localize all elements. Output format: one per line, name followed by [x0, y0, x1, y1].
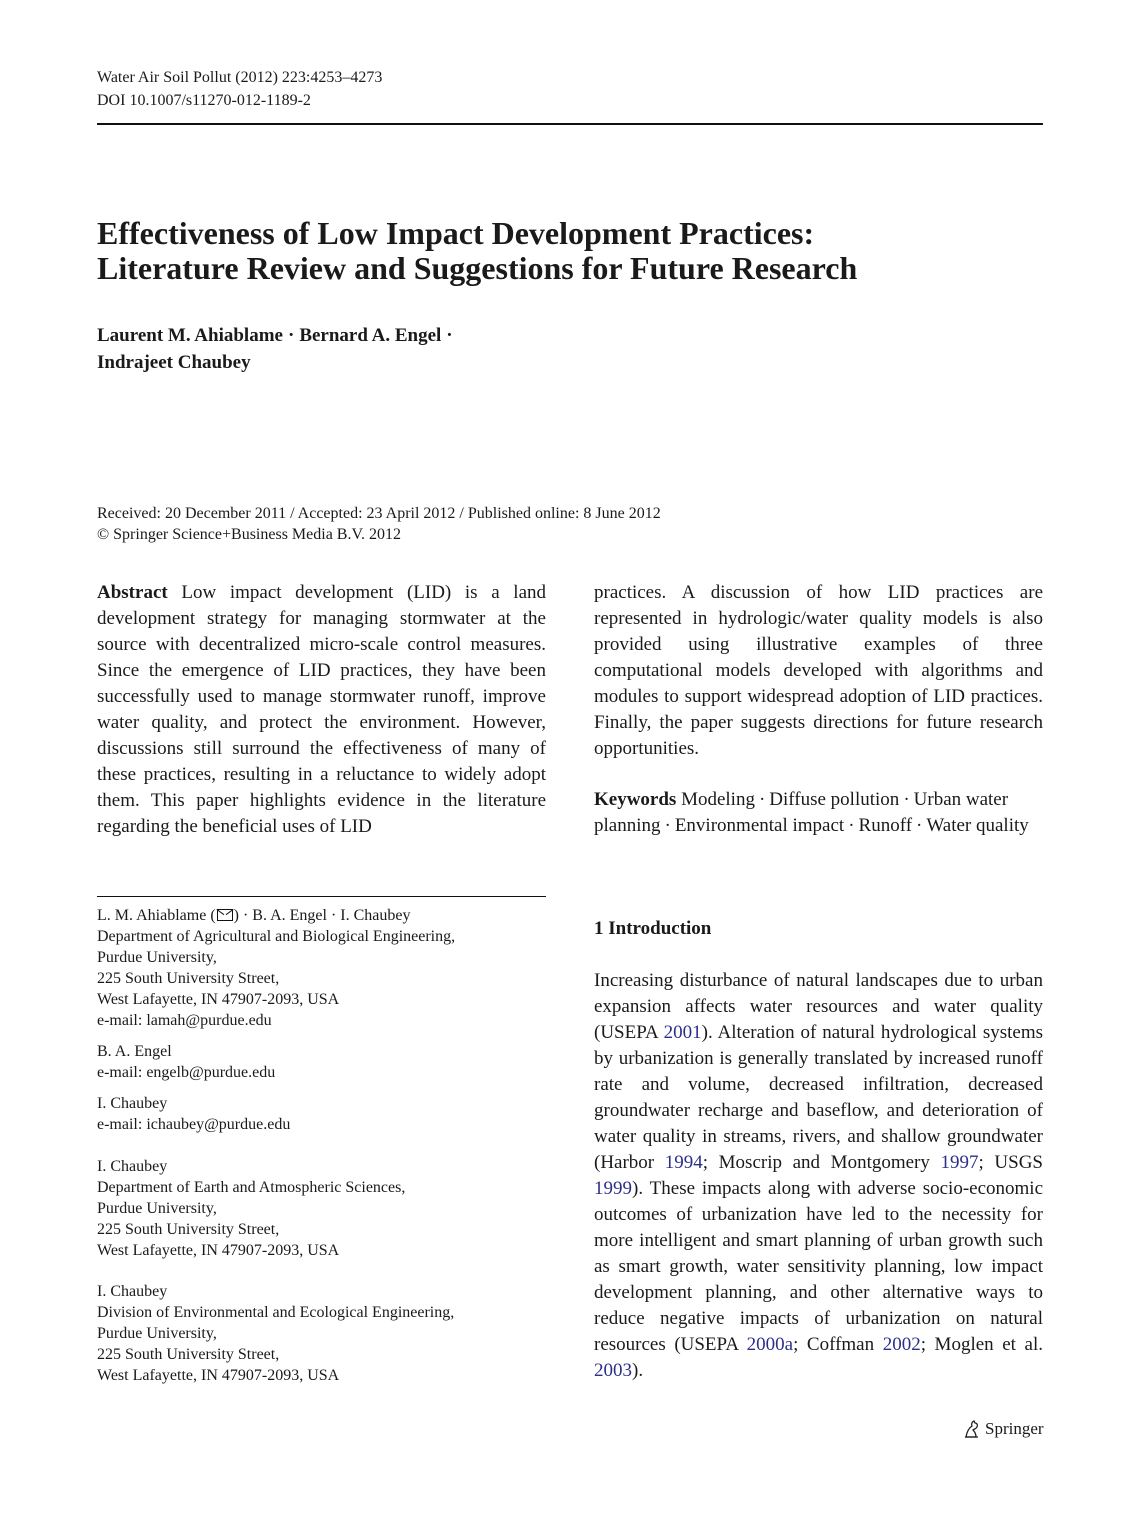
citation-link[interactable]: 2002: [882, 1334, 921, 1355]
article-title: [97, 216, 1043, 286]
keyword: Water quality: [926, 815, 1029, 836]
corresponding-authors: [97, 905, 546, 926]
author-2: Bernard A. Engel: [299, 325, 442, 346]
springer-horse-icon: [963, 1419, 981, 1439]
keyword: Modeling: [681, 789, 755, 810]
author-separator: ·: [287, 325, 295, 346]
footnote-rule: [97, 896, 546, 897]
citation-link[interactable]: 1994: [664, 1152, 703, 1173]
affiliation-block: [97, 1093, 546, 1135]
affiliation-footnote: [97, 905, 546, 1396]
body-text: ). Alteration of natural hydrological systems by urbanization is generally translated by increased runoff rate and volume, decreased infiltration, decreased groundwater recharge and baseflow, and deterioration of water quality in streams, rivers, and shallow groundwater (Harbor: [594, 1022, 1043, 1173]
title-line-1: Effectiveness of Low Impact Development Practices:: [97, 215, 815, 251]
journal-header: [97, 66, 382, 112]
abstract-right: [594, 580, 1043, 762]
publisher-logo: [963, 1418, 1044, 1440]
keyword-separator: ·: [903, 789, 910, 810]
copyright-line: © Springer Science+Business Media B.V. 2012: [97, 526, 401, 543]
affiliation-block: [97, 1281, 546, 1386]
abstract-text-left: Low impact development (LID) is a land development strategy for managing stormwater at the source with decentralized micro-scale control measures. Since the emergence of LID practices, they have been successfully used to manage stormwater runoff, improve water quality, and protect the environment. However, discussions still surround the effectiveness of many of these practices, resulting in a reluctance to widely adopt them. This paper highlights evidence in the literature regarding the beneficial uses of LID: [97, 582, 547, 837]
keyword: Diffuse pollution: [769, 789, 900, 810]
city: West Lafayette, IN 47907-2093, USA: [97, 1367, 340, 1384]
keyword: Environmental impact: [674, 815, 845, 836]
affiliation-block: [97, 1041, 546, 1083]
journal-citation: Water Air Soil Pollut (2012) 223:4253–4273: [97, 69, 383, 86]
keyword-separator: ·: [758, 789, 766, 810]
author-name: I. Chaubey: [97, 1095, 168, 1112]
keyword-separator: ·: [848, 815, 855, 836]
keywords-label: Keywords: [594, 789, 677, 810]
publisher-name: Springer: [985, 1419, 1044, 1438]
email: e-mail: ichaubey@purdue.edu: [97, 1116, 291, 1133]
abstract-left: [97, 580, 546, 840]
body-text: ; Coffman: [793, 1334, 883, 1355]
keywords: [594, 787, 1043, 839]
city: West Lafayette, IN 47907-2093, USA: [97, 991, 340, 1008]
introduction-paragraph: [594, 968, 1043, 1384]
author-list: [97, 322, 458, 376]
body-text: ; Moscrip and Montgomery: [702, 1152, 941, 1173]
department: Department of Earth and Atmospheric Sciences,: [97, 1179, 406, 1196]
keyword-separator: ·: [916, 815, 923, 836]
dates-line: Received: 20 December 2011 / Accepted: 23 April 2012 / Published online: 8 June 2012: [97, 505, 661, 522]
header-rule: [97, 123, 1043, 125]
street: 225 South University Street,: [97, 970, 280, 987]
citation-link[interactable]: 1997: [940, 1152, 979, 1173]
citation-link[interactable]: 2003: [594, 1360, 632, 1381]
title-line-2: Literature Review and Suggestions for Future Research: [97, 250, 858, 286]
envelope-icon: [217, 909, 233, 921]
author-name: I. Chaubey: [97, 1283, 168, 1300]
author-1: Laurent M. Ahiablame: [97, 325, 283, 346]
affiliation-block: [97, 905, 546, 1031]
author-names: ) · B. A. Engel · I. Chaubey: [233, 907, 411, 924]
author-name: B. A. Engel: [97, 1043, 172, 1060]
citation-link[interactable]: 1999: [594, 1178, 632, 1199]
keyword: Urban water planning: [594, 789, 1009, 836]
author-3: Indrajeet Chaubey: [97, 352, 251, 373]
keyword: Runoff: [858, 815, 913, 836]
university: Purdue University,: [97, 1325, 217, 1342]
body-text: ; Moglen et al.: [920, 1334, 1043, 1355]
email: e-mail: engelb@purdue.edu: [97, 1064, 276, 1081]
department: Department of Agricultural and Biological Engineering,: [97, 928, 456, 945]
body-text: ; USGS: [978, 1152, 1043, 1173]
body-text: ).: [632, 1360, 644, 1381]
email: e-mail: lamah@purdue.edu: [97, 1012, 272, 1029]
body-text: ). These impacts along with adverse socio-economic outcomes of urbanization have led to the necessity for more intelligent and smart planning of urban growth such as smart growth, water sensitivity planning, low impact development planning, and other alternative ways to reduce negative impacts of urbanization on natural resources (USEPA: [594, 1178, 1043, 1355]
author-separator: ·: [446, 325, 453, 346]
keyword-separator: ·: [664, 815, 671, 836]
city: West Lafayette, IN 47907-2093, USA: [97, 1242, 340, 1259]
publication-dates: [97, 503, 661, 545]
author-names: L. M. Ahiablame (: [97, 907, 216, 924]
citation-link[interactable]: 2001: [663, 1022, 702, 1043]
department: Division of Environmental and Ecological Engineering,: [97, 1304, 455, 1321]
section-heading-introduction: 1 Introduction: [594, 918, 712, 939]
doi: DOI 10.1007/s11270-012-1189-2: [97, 92, 311, 109]
body-text: Increasing disturbance of natural landscapes due to urban expansion affects water resources and water quality (USEPA: [594, 970, 1043, 1043]
citation-link[interactable]: 2000a: [746, 1334, 794, 1355]
university: Purdue University,: [97, 949, 217, 966]
author-name: I. Chaubey: [97, 1158, 168, 1175]
street: 225 South University Street,: [97, 1221, 280, 1238]
abstract-label: Abstract: [97, 582, 168, 603]
affiliation-block: [97, 1156, 546, 1261]
street: 225 South University Street,: [97, 1346, 280, 1363]
abstract-text-right: practices. A discussion of how LID practices are represented in hydrologic/water quality models is also provided using illustrative examples of three computational models developed with algorithms and modules to support widespread adoption of LID practices. Finally, the paper suggests directions for future research opportunities.: [594, 582, 1043, 759]
university: Purdue University,: [97, 1200, 217, 1217]
